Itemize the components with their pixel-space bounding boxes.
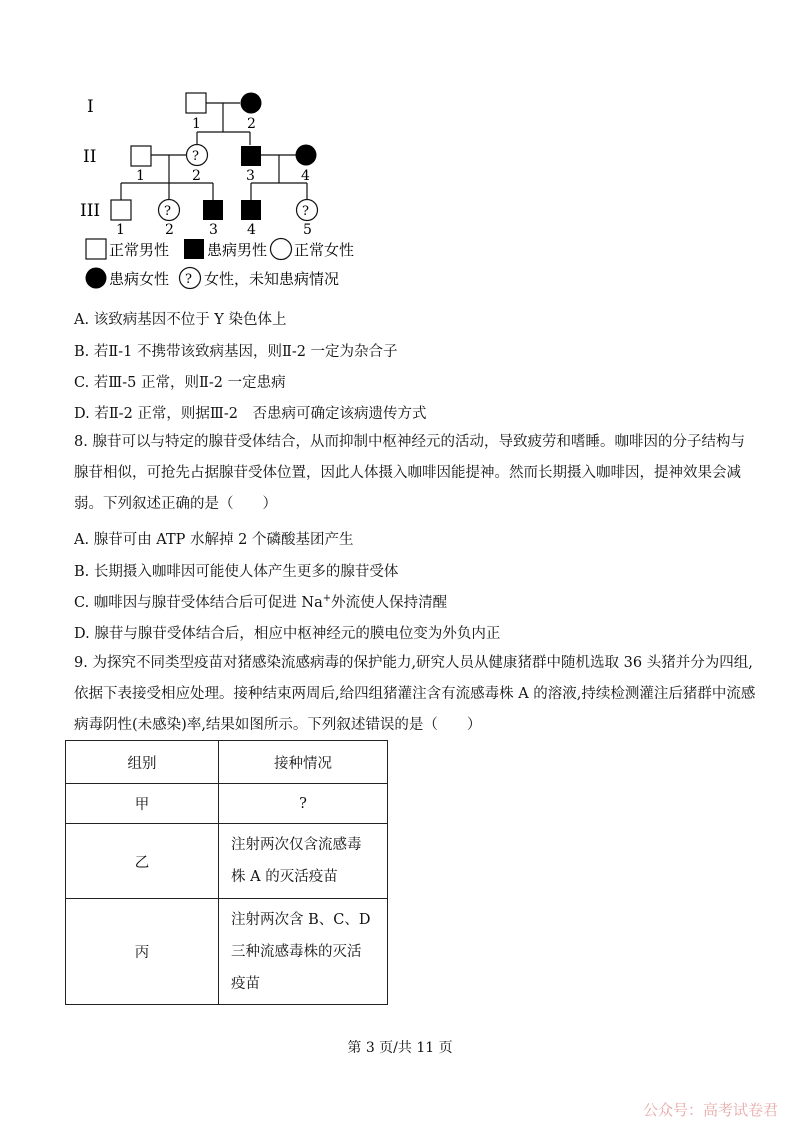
cell-vaccination [219, 899, 388, 1005]
number-III-1: 1 [116, 222, 125, 238]
legend-affected-male-label: 患病男性 [207, 241, 268, 259]
cell-line: 注射两次含 B、C、D [231, 911, 371, 928]
number-I-2: 2 [247, 116, 256, 132]
unknown-mark-III-5: ? [302, 204, 309, 219]
individual-I-2-affected-female [241, 93, 262, 114]
number-III-4: 4 [247, 222, 256, 238]
individual-II-1-normal-male [131, 146, 151, 166]
legend-normal-male-label: 正常男性 [109, 241, 170, 259]
header-group: 组别 [66, 741, 219, 784]
generation-label-3: III [80, 201, 101, 221]
number-III-3: 3 [209, 222, 218, 238]
number-III-5: 5 [303, 222, 312, 238]
number-II-1: 1 [136, 168, 145, 184]
legend-normal-male-symbol [86, 239, 106, 259]
q8-option-b: B. 长期摄入咖啡因可能使人体产生更多的腺苷受体 [74, 564, 399, 580]
legend-affected-female-label: 患病女性 [109, 270, 170, 288]
table-row [66, 899, 388, 1005]
q7-option-d: D. 若Ⅱ-2 正常，则据Ⅲ-2 否患病可确定该病遗传方式 [74, 406, 427, 422]
cell-group: 甲 [66, 784, 219, 824]
q8-option-c-pre: C. 咖啡因与腺苷受体结合后可促进 Na [74, 595, 323, 611]
q8-option-a: A. 腺苷可由 ATP 水解掉 2 个磷酸基团产生 [74, 532, 354, 548]
cell-group: 丙 [66, 899, 219, 1005]
q8-stem-line-1: 8. 腺苷可以与特定的腺苷受体结合，从而抑制中枢神经元的活动，导致疲劳和嗜睡。咖啡因的分子结构与 [74, 434, 745, 450]
q7-option-b: B. 若Ⅱ-1 不携带该致病基因，则Ⅱ-2 一定为杂合子 [74, 344, 398, 360]
vaccination-table [65, 740, 388, 1005]
individual-II-4-affected-female [296, 145, 317, 166]
pedigree-chart [70, 82, 370, 297]
cell-vaccination [219, 824, 388, 899]
unknown-mark-II-2: ? [192, 149, 199, 164]
unknown-mark-III-2: ? [164, 204, 171, 219]
individual-III-3-affected-male [203, 200, 223, 220]
cell-group: 乙 [66, 824, 219, 899]
q9-stem-line-2: 依据下表接受相应处理。接种结束两周后,给四组猪灌注含有流感毒株 A 的溶液,持续检测灌注后猪群中流感 [74, 686, 756, 702]
cell-line: 三种流感毒株的灭活 [231, 943, 362, 960]
number-III-2: 2 [165, 222, 174, 238]
individual-II-3-affected-male [241, 146, 261, 166]
q7-option-c: C. 若Ⅲ-5 正常，则Ⅱ-2 一定患病 [74, 375, 286, 391]
cell-line: 注射两次仅含流感毒 [231, 837, 362, 853]
legend-normal-female-label: 正常女性 [294, 241, 355, 259]
number-II-3: 3 [246, 168, 255, 184]
legend-normal-female-symbol [271, 239, 292, 260]
watermark: 公众号：高考试卷君 [642, 1101, 778, 1119]
header-vaccination: 接种情况 [219, 741, 388, 784]
q8-stem [74, 427, 745, 520]
q8-stem-line-3: 弱。下列叙述正确的是（ ） [74, 496, 277, 512]
q8-stem-line-2: 腺苷相似，可抢先占据腺苷受体位置，因此人体摄入咖啡因能提神。然而长期摄入咖啡因，提神效果会减 [74, 465, 741, 481]
individual-III-4-affected-male [241, 200, 261, 220]
legend-unknown-female-label: 女性，未知患病情况 [204, 270, 340, 288]
legend-unknown-mark: ? [185, 272, 192, 287]
generation-label-1: I [87, 97, 94, 117]
cell-vaccination: ? [219, 784, 388, 824]
q7-option-a: A. 该致病基因不位于 Y 染色体上 [74, 312, 287, 328]
table-row [66, 824, 388, 899]
q8-option-d: D. 腺苷与腺苷受体结合后，相应中枢神经元的膜电位变为外负内正 [74, 626, 501, 642]
number-II-2: 2 [192, 168, 201, 184]
page-footer: 第 3 页/共 11 页 [347, 1040, 453, 1056]
q9-stem-line-3: 病毒阴性(未感染)率,结果如图所示。下列叙述错误的是（ ） [74, 717, 482, 733]
q8-option-c-post: 外流使人保持清醒 [331, 595, 448, 611]
number-II-4: 4 [301, 168, 310, 184]
q8-option-c [74, 591, 447, 612]
cell-line: 疫苗 [231, 975, 260, 992]
cell-line: 株 A 的灭活疫苗 [231, 869, 338, 885]
legend-affected-male-symbol [184, 239, 204, 259]
generation-label-2: II [83, 147, 97, 167]
table-row [66, 784, 388, 824]
q9-stem [74, 648, 756, 741]
individual-III-1-normal-male [111, 200, 131, 220]
legend-affected-female-symbol [86, 268, 107, 289]
table-header-row [66, 741, 388, 784]
q9-stem-line-1: 9. 为探究不同类型疫苗对猪感染流感病毒的保护能力,研究人员从健康猪群中随机选取 36 头猪并分为四组, [74, 655, 753, 671]
individual-I-1-normal-male [186, 93, 206, 113]
q8-option-c-sup: + [322, 593, 332, 605]
number-I-1: 1 [192, 116, 201, 132]
